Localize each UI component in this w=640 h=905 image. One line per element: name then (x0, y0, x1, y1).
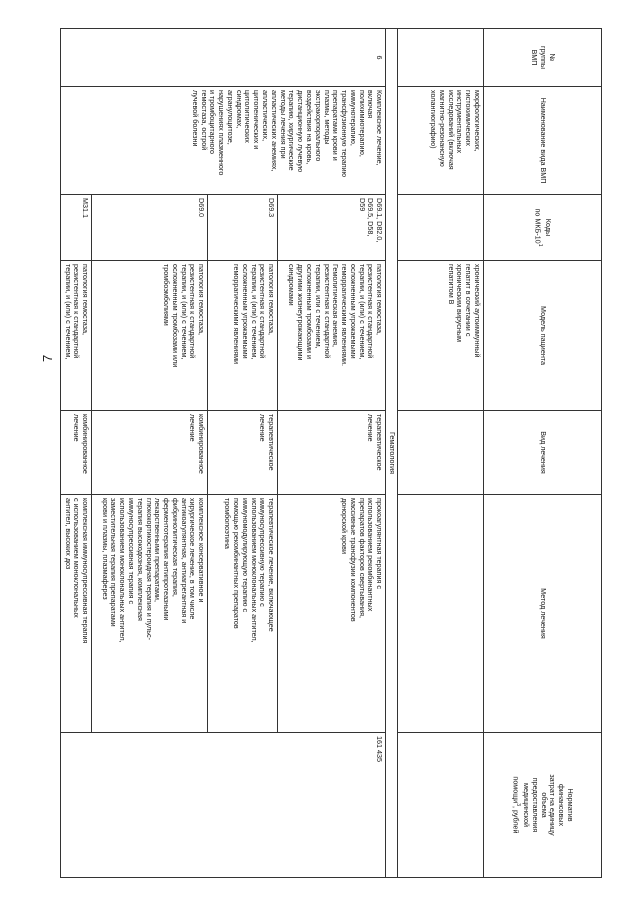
patient-model-cell: патология гемостаза, резистентная к стандартной терапии, и (или) с течением, осложненным тромбозами или тромбоэмболиями (92, 261, 208, 411)
treatment-method-cell: комплексное консервативное и хирургическое лечение, в том числе антикоагулянтная, антиагрегантная и фибринолитическая терапия, ферментотерапия антипротеазными лекарственными препаратами, глюкокортикостероидная терапия и пульс- терапия высокодозная, комплексная иммуносупрессивная терапия с использованием моноклональных антител, заместительная терапия препаратами крови и плазмы, плазмаферез (92, 495, 208, 733)
document-sheet (57, 28, 602, 877)
patient-model-cell: патология гемостаза, резистентная к стандартной терапии, и (или) с течением, осложненным угрожаемыми геморрагическими явлениями (208, 261, 278, 411)
header-group-no: № группы ВМП (484, 29, 602, 87)
treatment-type-cell: комбинированное лечение (60, 411, 91, 495)
codes-cell: D69.0 (92, 195, 208, 261)
continued-treatment-method (398, 495, 484, 733)
group-number: 6 (60, 29, 385, 87)
patient-model-cell: патология гемостаза, резистентная к стандартной терапии, и (или) с течением, (60, 261, 91, 411)
header-icd-codes: Коды по МКБ-$10^1$ (484, 195, 602, 261)
table-row-continued (398, 29, 484, 878)
header-patient-model: Модель пациента (484, 261, 602, 411)
header-treatment-method: Метод лечения (484, 495, 602, 733)
section-title: Гематология (386, 29, 398, 878)
treatment-method-cell: терапевтическое лечение, включающее иммуносупрессивную терапию с использованием моноклональных антител, иммуномодулирующую терапию с помощью рекомбинантных препаратов тромбопоэтина (208, 495, 278, 733)
table-row (278, 29, 386, 878)
codes-cell: M31.1 (60, 195, 91, 261)
continued-patient-model: хронический аутоиммунный гепатит в сочетании с хроническим вирусным гепатитом B (398, 261, 484, 411)
treatment-type-cell: терапевтическое лечение (208, 411, 278, 495)
header-row (484, 29, 602, 878)
continued-treatment-type (398, 411, 484, 495)
continued-icd-codes (398, 195, 484, 261)
continued-cost (398, 733, 484, 878)
treatment-method-cell: комплексная иммуносупрессивная терапия с использованием моноклональных антител, высоких доз (60, 495, 91, 733)
vmp-table (60, 28, 602, 878)
patient-model-cell: патология гемостаза, резистентная к стандартной терапии, и (или) с течением, осложненным угрожаемыми геморрагическими явлениями. Гемолитическая анемия, резистентная к стандартной терапии, или с течением, осложненным тромбозами и другими жизнеугрожающими синдромами (278, 261, 386, 411)
continued-vmp-name: морфологических, гистохимических инструментальных исследований (включая магнитно-резонансную холангиографию) (398, 87, 484, 195)
treatment-type-cell: терапевтическое лечение (278, 411, 386, 495)
treatment-type-cell: комбинированное лечение (92, 411, 208, 495)
header-treatment-type: Вид лечения (484, 411, 602, 495)
codes-cell: D69.3 (208, 195, 278, 261)
codes-cell: D69.1, D82.0, D69.5, D58, D59 (278, 195, 386, 261)
header-cost-norm: Норматив финансовых затрат на единицу объема предоставления медицинской помощи$^3$, рублей (484, 733, 602, 878)
treatment-method-cell: прокоагулянтная терапия с использованием рекомбинантных препаратов факторов свертывания, массивные трансфузии компонентов донорской крови (278, 495, 386, 733)
page-number: 7 (40, 354, 55, 362)
group-vmp-name: Комплексное лечение, включая полихимиотерапию, иммунотерапию, трансфузионную терапию препаратами крови и плазмы, методы экстракорпорального воздействия на кровь, дистанционную лучевую терапию, хирургические методы лечения при апластических анемиях, апластических, цитопенических и цитолитических синдромах, агранулоцитозе, нарушениях плазменного и тромбоцитарного гемостаза, острой лучевой болезни (60, 87, 385, 195)
section-row-hematology (386, 29, 398, 878)
continued-group-no (398, 29, 484, 87)
cost-norm-cell: 161 435 (60, 733, 385, 878)
header-vmp-name: Наименование вида ВМП (484, 87, 602, 195)
